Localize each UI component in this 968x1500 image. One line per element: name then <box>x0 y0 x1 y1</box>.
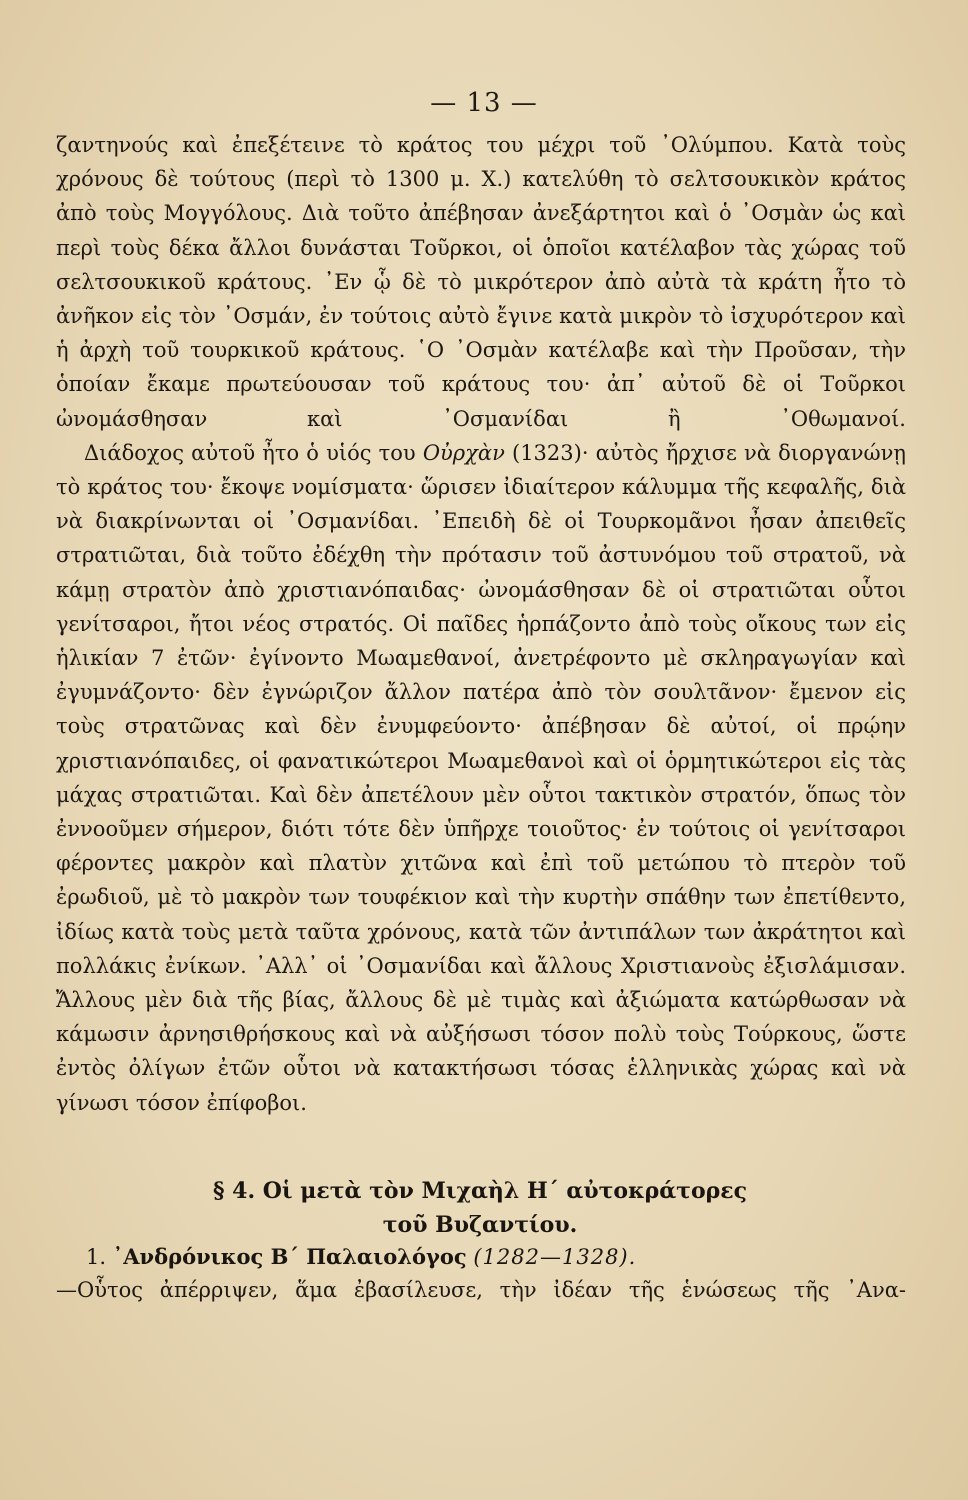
name-orhan: Οὐρχὰν <box>422 440 505 465</box>
paragraph-1: ζαντηνούς καὶ ἐπεξέτεινε τὸ κράτος του μέχρι τοῦ ᾿Ολύμπου. Κατὰ τοὺς χρόνους δὲ τούτους (περὶ τὸ 1300 μ. Χ.) κατελύθη τὸ σελτσουκικὸν κράτος ἀπὸ τοὺς Μογγόλους. Διὰ τοῦτο ἀπέβησαν ἀνεξάρτητοι καὶ ὁ ᾿Οσμὰν ὡς καὶ περὶ τοὺς δέκα ἄλλοι δυνάσται Τοῦρκοι, οἱ ὁποῖοι κατέλαβον τὰς χώρας τοῦ σελτσουκικοῦ κράτους. ᾿Εν ᾧ δὲ τὸ μικρότερον ἀπὸ αὐτὰ τὰ κράτη ἦτο τὸ ἀνῆκον εἰς τὸν ᾿Οσμάν, ἐν τούτοις αὐτὸ ἔγινε κατὰ μικρὸν τὸ ἰσχυρότερον καὶ ἡ ἀρχὴ τοῦ τουρκικοῦ κράτους. ῾Ο ᾿Οσμὰν κατέλαβε καὶ τὴν Προῦσαν, τὴν ὁποίαν ἔκαμε πρωτεύουσαν τοῦ κράτους του· ἀπ᾿ αὐτοῦ δὲ οἱ Τοῦρκοι ὠνομάσθησαν καὶ ᾿Οσμανίδαι ἢ ᾿Οθωμανοί. <box>56 133 906 431</box>
paragraph-2 <box>56 436 906 1120</box>
paragraph-2-text-start: Διάδοχος αὐτοῦ ἦτο ὁ υἱός του <box>84 440 423 465</box>
body-text <box>56 128 906 1120</box>
subsection-number: 1. <box>86 1245 107 1269</box>
section-heading <box>100 1174 860 1242</box>
section-heading-line-2: τοῦ Βυζαντίου. <box>382 1212 578 1238</box>
paragraph-2-text-rest: (1323)· αὐτὸς ἤρχισε νὰ διοργανώνῃ τὸ κράτος του· ἔκοψε νομίσματα· ὥρισεν ἰδιαίτερον κάλυμμα τῆς κεφαλῆς, διὰ νὰ διακρίνωνται οἱ ᾿Οσμανίδαι. ᾿Επειδὴ δὲ οἱ Τουρκομᾶνοι ἦσαν ἀπειθεῖς στρατιῶται, διὰ τοῦτο ἐδέχθη τὴν πρότασιν τοῦ ἀστυνόμου τοῦ στρατοῦ, νὰ κάμῃ στρατὸν ἀπὸ χριστιανόπαιδας· ὠνομάσθησαν δὲ οἱ στρατιῶται οὗτοι γενίτσαροι, ἤτοι νέος στρατός. Οἱ παῖδες ἡρπάζοντο ἀπὸ τοὺς οἴκους των εἰς ἡλικίαν 7 ἐτῶν· ἐγίνοντο Μωαμεθανοί, ἀνετρέφοντο μὲ σκληραγωγίαν καὶ ἐγυμνάζοντο· δὲν ἐγνώριζον ἄλλον πατέρα ἀπὸ τὸν σουλτᾶνον· ἔμενον εἰς τοὺς στρατῶνας καὶ δὲν ἐνυμφεύοντο· ἀπέβησαν δὲ αὐτοί, οἱ πρῴην χριστιανόπαιδες, οἱ φανατικώτεροι Μωαμεθανοὶ καὶ οἱ ὁρμητικώτεροι εἰς τὰς μάχας στρατιῶται. Καὶ δὲν ἀπετέλουν μὲν οὗτοι τακτικὸν στρατόν, ὅπως τὸν ἐννοοῦμεν σήμερον, διότι τότε δὲν ὑπῆρχε τοιοῦτος· ἐν τούτοις οἱ γενίτσαροι φέροντες μακρὸν καὶ πλατὺν χιτῶνα καὶ ἐπὶ τοῦ μετώπου τὸ πτερὸν τοῦ ἐρωδιοῦ, μὲ τὸ μακρὸν των τουφέκιον καὶ τὴν κυρτὴν σπάθην των ἐπετίθεντο, ἰδίως κατὰ τοὺς μετὰ ταῦτα χρόνους, κατὰ τῶν ἀντιπάλων των ἀκράτητοι καὶ πολλάκις ἐνίκων. ᾿Αλλ᾿ οἱ ᾿Οσμανίδαι καὶ ἄλλους Χριστιανοὺς ἐξισλάμισαν. Ἄλλους μὲν διὰ τῆς βίας, ἄλλους δὲ μὲ τιμὰς καὶ ἀξιώματα κατώρθωσαν νὰ κάμωσιν ἀρνησιθρήσκους καὶ νὰ αὐξήσωσι τόσον πολὺ τοὺς Τούρκους, ὥστε ἐντὸς ὀλίγων ἐτῶν οὗτοι νὰ κατακτήσωσι τόσας ἑλληνικὰς χώρας καὶ νὰ γίνωσι τόσον ἐπίφοβοι. <box>56 440 906 1115</box>
subsection-first-line: —Οὗτος ἀπέρριψεν, ἅμα ἐβασίλευσε, τὴν ἰδέαν τῆς ἑνώσεως τῆς ᾿Ανα- <box>56 1278 906 1302</box>
subsection-heading <box>86 1244 906 1269</box>
page-number: — 13 — <box>430 88 538 118</box>
subsection-dates: (1282—1328). <box>473 1245 637 1269</box>
subsection-name: ᾿Ανδρόνικος Β´ Παλαιολόγος <box>112 1244 467 1269</box>
section-heading-line-1: § 4. Οἱ μετὰ τὸν Μιχαὴλ Η´ αὐτοκράτορες <box>212 1178 748 1204</box>
